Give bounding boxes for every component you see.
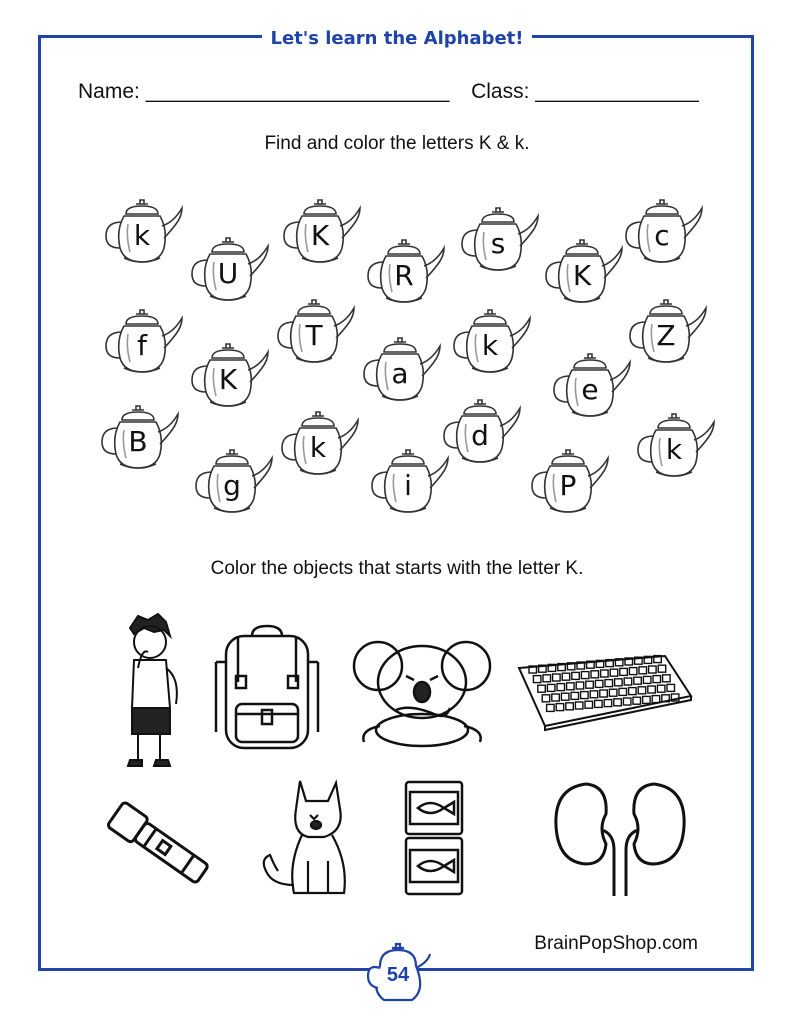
teapot-letter-10[interactable] [272, 296, 356, 368]
teapot-letter-3[interactable] [278, 196, 362, 268]
teapot-letter-text: k [133, 219, 151, 252]
site-url: BrainPopShop.com [534, 933, 698, 954]
page-number-badge [362, 940, 434, 1006]
teapot-letter-text: Z [656, 319, 676, 352]
teapot-letter-text: K [310, 219, 330, 252]
teapot-letter-14[interactable] [624, 296, 708, 368]
teapot-letter-7[interactable] [620, 196, 704, 268]
teapot-letter-8[interactable] [100, 306, 184, 378]
teapot-letter-text: f [137, 329, 147, 362]
teapot-letter-20[interactable] [526, 446, 610, 518]
teapot-letter-text: U [217, 257, 239, 290]
flashlight-icon[interactable] [100, 795, 225, 895]
teapot-letter-text: k [665, 433, 683, 466]
teapot-letter-21[interactable] [632, 410, 716, 482]
kidney-icon[interactable] [550, 778, 690, 898]
teapot-letter-text: i [404, 469, 412, 502]
teapot-letter-16[interactable] [190, 446, 274, 518]
teapot-letter-text: B [128, 425, 148, 458]
teapot-letter-text: a [391, 357, 409, 390]
worksheet-header [0, 28, 794, 49]
keyboard-icon[interactable] [515, 654, 695, 732]
teapot-letter-text: T [305, 319, 323, 352]
teapot-letter-12[interactable] [448, 306, 532, 378]
teapot-letter-11[interactable] [358, 334, 442, 406]
teapot-letter-6[interactable] [540, 236, 624, 308]
class-label: Class: [471, 80, 530, 103]
teapot-letter-1[interactable] [100, 196, 184, 268]
teapot-letter-text: K [572, 259, 592, 292]
objects-instruction: Color the objects that starts with the letter K. [210, 558, 584, 579]
teapot-letter-text: K [218, 363, 238, 396]
teapot-letter-4[interactable] [362, 236, 446, 308]
name-label: Name: [78, 80, 140, 103]
backpack-icon[interactable] [212, 622, 322, 754]
teapot-letter-text: e [581, 373, 599, 406]
name-blank[interactable]: __________________________ [145, 80, 450, 103]
teapot-letter-2[interactable] [186, 234, 270, 306]
teapot-letter-text: d [471, 419, 489, 452]
teapot-letter-text: P [559, 469, 577, 502]
header-title: Let's learn the Alphabet! [262, 28, 531, 49]
kid-icon[interactable] [108, 608, 188, 773]
kitten-icon[interactable] [248, 775, 358, 900]
koala-icon[interactable] [350, 630, 495, 750]
name-class-line [78, 80, 699, 104]
teapot-letter-text: s [490, 227, 506, 260]
teapot-letter-9[interactable] [186, 340, 270, 412]
find-instruction: Find and color the letters K & k. [264, 133, 530, 154]
teapot-letter-13[interactable] [548, 350, 632, 422]
teapot-letter-5[interactable] [456, 204, 540, 276]
class-blank[interactable]: ______________ [535, 80, 699, 103]
teapot-letter-15[interactable] [96, 402, 180, 474]
teapot-letter-19[interactable] [438, 396, 522, 468]
fish-can-icon[interactable] [400, 778, 468, 898]
teapot-letter-text: R [394, 259, 414, 292]
teapot-letter-17[interactable] [276, 408, 360, 480]
page-number: 54 [386, 964, 410, 986]
teapot-letter-text: k [481, 329, 499, 362]
teapot-letter-text: k [309, 431, 327, 464]
teapot-letter-text: c [654, 219, 670, 252]
teapot-letter-text: g [223, 469, 241, 502]
